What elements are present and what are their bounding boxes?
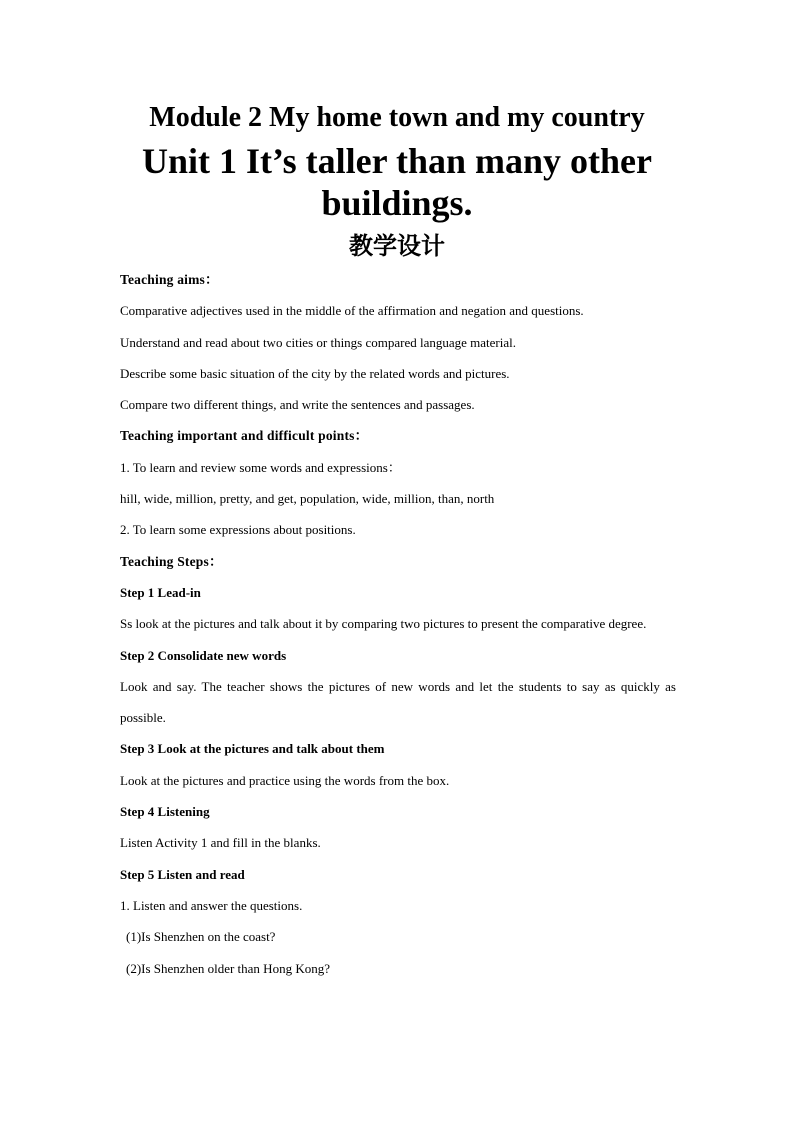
aim-item: Compare two different things, and write the sentences and passages.: [120, 397, 475, 413]
step5-title: Step 5 Listen and read: [120, 866, 245, 882]
step5-question-2: (2)Is Shenzhen older than Hong Kong?: [126, 960, 330, 976]
title-block: [0, 96, 794, 268]
step1-title: Step 1 Lead-in: [120, 584, 201, 600]
points-item-1: 1. To learn and review some words and expressions：: [120, 459, 401, 475]
step2-text: Look and say. The teacher shows the pictures of new words and let the students to say as quickly as possible.: [120, 678, 676, 726]
points-item-2: 2. To learn some expressions about positions.: [120, 522, 356, 538]
module-title: Module 2 My home town and my country: [149, 102, 645, 133]
step2-title: Step 2 Consolidate new words: [120, 647, 287, 663]
aim-item: Understand and read about two cities or things compared language material.: [120, 334, 517, 350]
step4-text: Listen Activity 1 and fill in the blanks.: [120, 835, 321, 851]
unit-title: Unit 1 It’s taller than many other buildings.: [142, 141, 652, 223]
step3-title: Step 3 Look at the pictures and talk about them: [120, 741, 385, 757]
step5-question-1: (1)Is Shenzhen on the coast?: [126, 929, 276, 945]
step3-text: Look at the pictures and practice using the words from the box.: [120, 772, 450, 788]
aim-item: Describe some basic situation of the city by the related words and pictures.: [120, 365, 510, 381]
points-words: hill, wide, million, pretty, and get, population, wide, million, than, north: [120, 491, 495, 507]
step5-item: 1. Listen and answer the questions.: [120, 897, 303, 913]
aim-item: Comparative adjectives used in the middle of the affirmation and negation and questions.: [120, 303, 584, 319]
step1-text: Ss look at the pictures and talk about it by comparing two pictures to present the comparative degree.: [120, 616, 647, 632]
document-body: [120, 264, 676, 984]
steps-heading: Teaching Steps：: [120, 553, 223, 569]
step4-title: Step 4 Listening: [120, 804, 210, 820]
points-heading: Teaching important and difficult points：: [120, 428, 369, 444]
aims-heading: Teaching aims：: [120, 272, 219, 287]
document-subtitle: 教学设计: [349, 232, 445, 260]
